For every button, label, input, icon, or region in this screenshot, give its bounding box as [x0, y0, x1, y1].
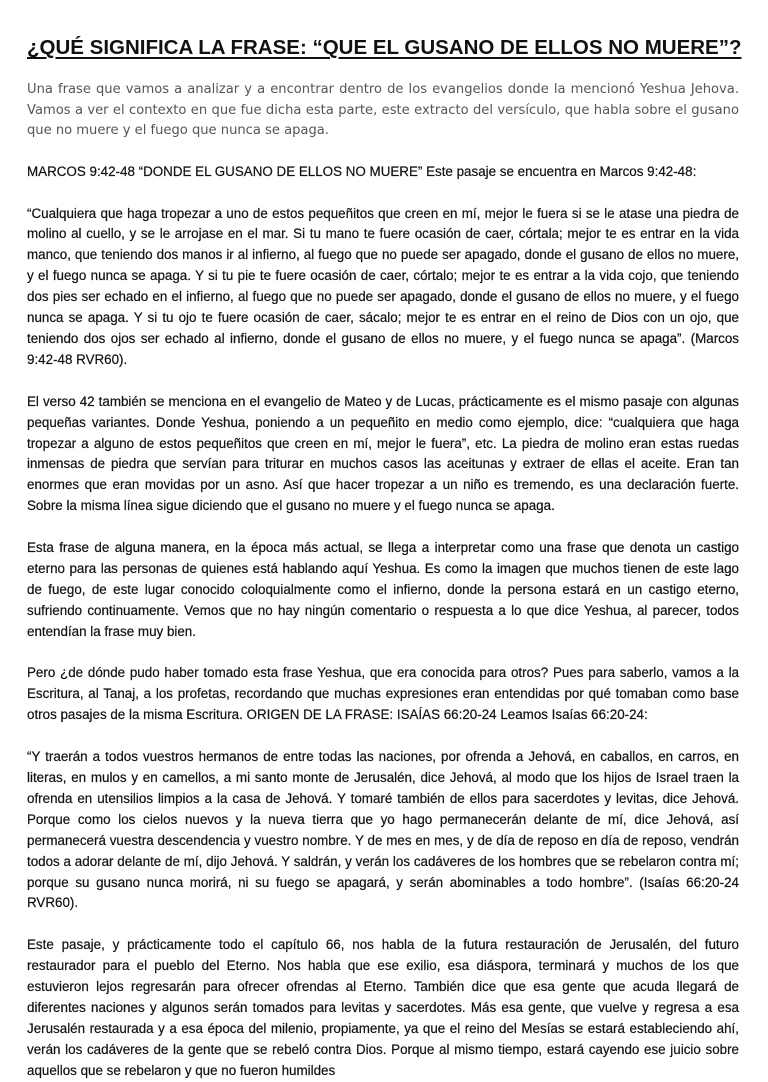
body-paragraph: El verso 42 también se menciona en el evangelio de Mateo y de Lucas, prácticamente es el mismo pasaje con algunas pequeñas variantes. Donde Yeshua, poniendo a un pequeñito en medio como ejemplo, dice: “cualquiera que haga tropezar a alguno de estos pequeñitos que creen en mí, mejor le fuera”, etc. La piedra de molino eran estas ruedas inmensas de piedra que servían para triturar en muchos casos las aceitunas y extraer de ellas el aceite. Eran tan enormes que eran movidas por un asno. Así que hacer tropezar a un niño es tremendo, es una declaración fuerte. Sobre la misma línea sigue diciendo que el gusano no muere y el fuego nunca se apaga.	[27, 393, 739, 514]
body-paragraph: Este pasaje, y prácticamente todo el capítulo 66, nos habla de la futura restauración de Jerusalén, del futuro restaurador para el pueblo del Eterno. Nos habla que ese exilio, esa diáspora, terminará y muchos de los que estuvieron lejos regresarán para ofrecer ofrendas al Eterno. También dice que esa gente que acuda llegará de diferentes naciones y algunos serán tomados para levitas y sacerdotes. Más esa gente, que vuelve y regresa a esa Jerusalén restaurada y a esa época del milenio, propiamente, ya que el reino del Mesías se estará estableciendo ahí, verán los cadáveres de la gente que se rebeló contra Dios. Porque al mismo tiempo, estará cayendo ese juicio sobre aquellos que se rebelaron y que no fueron humildes	[27, 937, 739, 1078]
section-heading-marcos: MARCOS 9:42-48 “DONDE EL GUSANO DE ELLOS NO MUERE” Este pasaje se encuentra en Marcos 9:42-48:	[27, 163, 697, 179]
quote-isaias: “Y traerán a todos vuestros hermanos de entre todas las naciones, por ofrenda a Jehová, en caballos, en carros, en literas, en mulos y en camellos, a mi santo monte de Jerusalén, dice Jehová, al modo que los hijos de Israel traen la ofrenda en utensilios limpios a la casa de Jehová. Y tomaré también de ellos para sacerdotes y levitas, dice Jehová. Porque como los cielos nuevos y la nueva tierra que yo hago permanecerán delante de mí, dice Jehová, así permanecerá vuestra descendencia y vuestro nombre. Y de mes en mes, y de día de reposo en día de reposo, vendrán todos a adorar delante de mí, dijo Jehová. Y saldrán, y verán los cadáveres de los hombres que se rebelaron contra mí; porque su gusano nunca morirá, ni su fuego se apagará, y serán abominables a todo hombre”. (Isaías 66:20-24 RVR60).	[27, 749, 739, 911]
quote-marcos: “Cualquiera que haga tropezar a uno de estos pequeñitos que creen en mí, mejor le fuera si se le atase una piedra de molino al cuello, y se le arrojase en el mar. Si tu mano te fuere ocasión de caer, córtala; mejor te es entrar en la vida manco, que teniendo dos manos ir al infierno, al fuego que no puede ser apagado, donde el gusano de ellos no muere, y el fuego nunca se apaga. Y si tu pie te fuere ocasión de caer, córtalo; mejor te es entrar a la vida cojo, que teniendo dos pies ser echado en el infierno, al fuego que no puede ser apagado, donde el gusano de ellos no muere, y el fuego nunca se apaga. Y si tu ojo te fuere ocasión de caer, sácalo; mejor te es entrar en el reino de Dios con un ojo, que teniendo dos ojos ser echado al infierno, donde el gusano de ellos no muere, y el fuego nunca se apaga”. (Marcos 9:42-48 RVR60).	[27, 205, 739, 367]
body-paragraph: Pero ¿de dónde pudo haber tomado esta frase Yeshua, que era conocida para otros? Pues para saberlo, vamos a la Escritura, al Tanaj, a los profetas, recordando que muchas expresiones eran entendidas por qué tomaban como base otros pasajes de la misma Escritura. ORIGEN DE LA FRASE: ISAÍAS 66:20-24 Leamos Isaías 66:20-24:	[27, 665, 739, 723]
document-title: ¿QUÉ SIGNIFICA LA FRASE: “QUE EL GUSANO DE ELLOS NO MUERE”?	[27, 36, 742, 59]
intro-paragraph: Una frase que vamos a analizar y a encontrar dentro de los evangelios donde la mencionó Yeshua Jehova. Vamos a ver el contexto en que fue dicha esta parte, este extracto del versículo, que habla sobre el gusano que no muere y el fuego que nunca se apaga.	[27, 82, 739, 139]
document-page	[27, 36, 742, 1082]
body-paragraph: Esta frase de alguna manera, en la época más actual, se llega a interpretar como una frase que denota un castigo eterno para las personas de quienes está hablando aquí Yeshua. Es como la imagen que muchos tienen de este lago de fuego, de este lugar conocido coloquialmente como el infierno, donde la persona estará en un castigo eterno, sufriendo continuamente. Vemos que no hay ningún comentario o respuesta a lo que dice Yeshua, al parecer, todos entendían la frase muy bien.	[27, 540, 739, 639]
